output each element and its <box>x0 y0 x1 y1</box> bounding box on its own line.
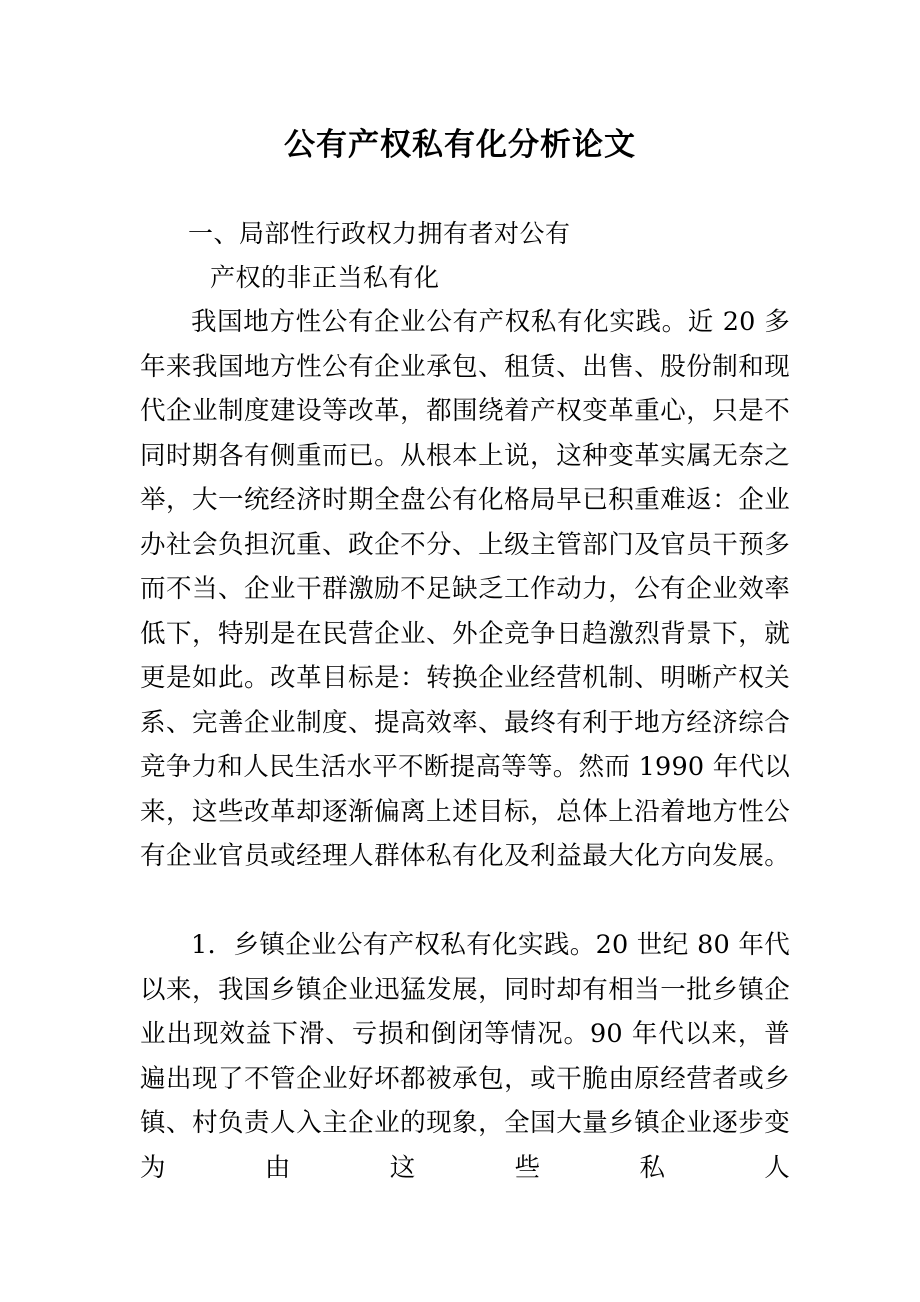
section-heading-line-1: 一、局部性行政权力拥有者对公有 <box>188 219 571 248</box>
page-title: 公有产权私有化分析论文 <box>284 126 636 163</box>
section-heading-line-2: 产权的非正当私有化 <box>210 263 440 292</box>
body-paragraph-2: 1．乡镇企业公有产权私有化实践。20 世纪 80 年代以来，我国乡镇企业迅猛发展，同时却有相当一批乡镇企业出现效益下滑、亏损和倒闭等情况。90 年代以来，普遍出现了不管企业好坏都被承包，或干脆由原经营者或乡镇、村负责人入主企业的现象，全国大量乡镇企业逐步变为由这些私人 <box>140 930 790 1183</box>
body-paragraph-1: 我国地方性公有企业公有产权私有化实践。近 20 多年来我国地方性公有企业承包、租赁、出售、股份制和现代企业制度建设等改革，都围绕着产权变革重心，只是不同时期各有侧重而已。从根本上说，这种变革实属无奈之举，大一统经济时期全盘公有化格局早已积重难返：企业办社会负担沉重、政企不分、上级主管部门及官员干预多而不当、企业干群激励不足缺乏工作动力，公有企业效率低下，特别是在民营企业、外企竞争日趋激烈背景下，就更是如此。改革目标是：转换企业经营机制、明晰产权关系、完善企业制度、提高效率、最终有利于地方经济综合竞争力和人民生活水平不断提高等等。然而 1990 年代以来，这些改革却逐渐偏离上述目标，总体上沿着地方性公有企业官员或经理人群体私有化及利益最大化方向发展。 <box>140 307 790 871</box>
document-body <box>140 212 790 1235</box>
